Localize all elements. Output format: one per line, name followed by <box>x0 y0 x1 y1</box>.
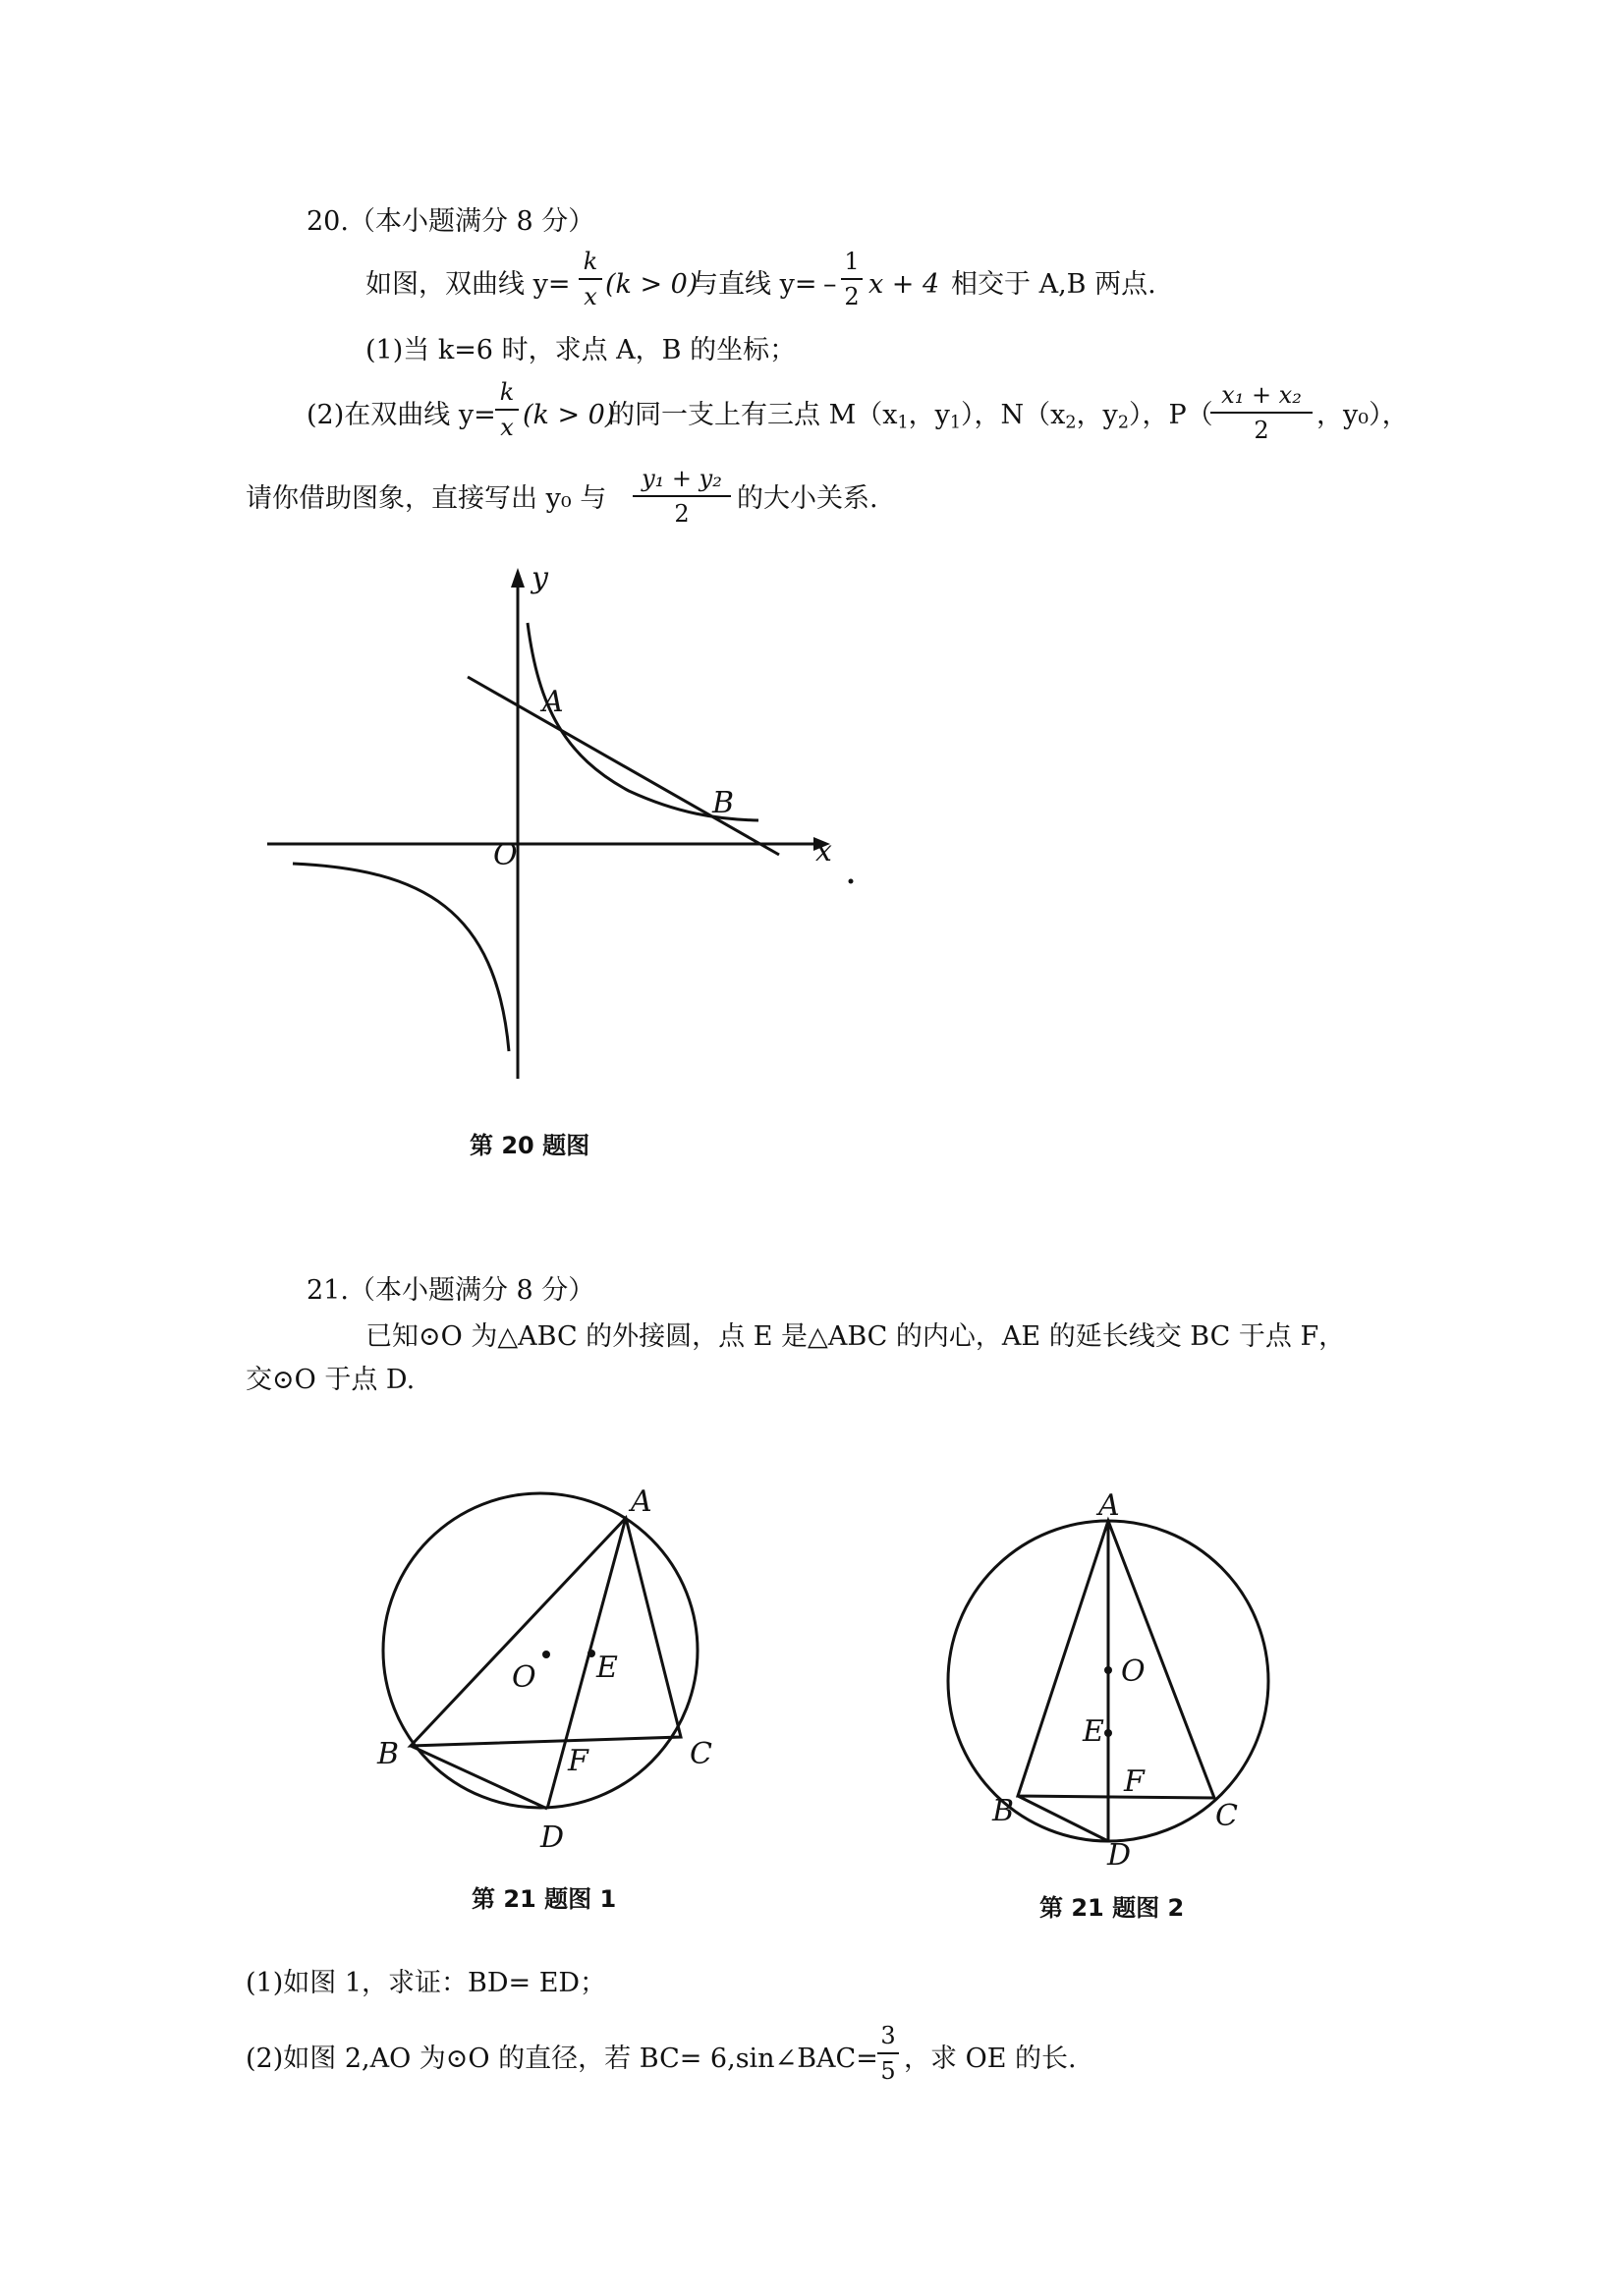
fraction-denominator: 2 <box>674 500 690 528</box>
label-a: A <box>542 685 564 719</box>
fraction-denominator: 5 <box>880 2057 896 2085</box>
fraction-denominator: x <box>584 283 597 310</box>
label-y: y <box>532 561 548 595</box>
label-b: B <box>377 1737 400 1771</box>
q21-part2-text-b: ，求 OE 的长. <box>904 2044 1077 2074</box>
q20-intro-text-a: 如图，双曲线 y= <box>365 269 571 300</box>
fraction-numerator: x₁ + x₂ <box>1221 381 1302 409</box>
q21-figure1-caption: 第 21 题图 1 <box>472 1885 617 1913</box>
label-e: E <box>1083 1714 1104 1749</box>
label-d: D <box>540 1820 565 1855</box>
label-a: A <box>1098 1488 1120 1523</box>
q21-figure2-caption: 第 21 题图 2 <box>1039 1894 1185 1922</box>
fraction-numerator: k <box>499 378 515 406</box>
label-a: A <box>631 1484 652 1519</box>
label-c: C <box>1215 1799 1238 1833</box>
q21-part1: (1)如图 1，求证：BD= ED； <box>246 1968 607 1998</box>
q21-intro-line2: 交⊙O 于点 D. <box>246 1365 416 1395</box>
q20-part2-line2-a: 请你借助图象，直接写出 y₀ 与 <box>246 483 607 514</box>
q20-intro-minus: – <box>823 269 837 300</box>
triangle-abc <box>1018 1521 1214 1798</box>
q20-part2-text-a: (2)在双曲线 y= <box>307 400 496 430</box>
fraction-denominator: 2 <box>1254 417 1269 444</box>
label-e: E <box>596 1651 618 1685</box>
q20-part1: (1)当 k=6 时，求点 A，B 的坐标； <box>365 335 797 365</box>
label-f: F <box>568 1744 588 1778</box>
label-b: B <box>712 786 735 820</box>
q21-intro-line1: 已知⊙O 为△ABC 的外接圆，点 E 是△ABC 的内心，AE 的延长线交 BC 于点 F， <box>365 1321 1346 1352</box>
point-e <box>1104 1729 1112 1737</box>
q20-intro-line-expr: x + 4 <box>868 269 940 300</box>
q20-part2-text-e: ，y₀）， <box>1316 400 1409 430</box>
label-o: O <box>1121 1654 1146 1689</box>
q20-header: 20.（本小题满分 8 分） <box>307 206 595 237</box>
point-o <box>1104 1666 1112 1674</box>
fraction-numerator: k <box>583 248 598 275</box>
label-f: F <box>1124 1764 1145 1799</box>
label-x: x <box>815 834 832 868</box>
label-c: C <box>690 1737 712 1771</box>
q20-part2-condition: (k > 0) <box>523 400 616 430</box>
q20-intro-text-d: 相交于 A,B 两点. <box>951 269 1156 300</box>
q21-header: 21.（本小题满分 8 分） <box>307 1275 595 1306</box>
q20-part2-text-b: 的同一支上有三点 $M(x_1$，$y_1$），$N(x_2$，$y_2$），P（ <box>608 400 1213 433</box>
fraction-numerator: 1 <box>844 248 860 275</box>
q20-part2-line2-b: 的大小关系. <box>737 483 878 514</box>
fraction-denominator: 2 <box>844 283 860 310</box>
q20-figure-caption: 第 20 题图 <box>470 1132 590 1159</box>
label-d: D <box>1107 1838 1132 1873</box>
q21-part2-fraction <box>877 2024 899 2083</box>
q20-intro-condition: (k > 0) <box>605 269 699 300</box>
q20-intro-text-b: 与直线 y= <box>692 269 817 300</box>
fraction-numerator: 3 <box>880 2022 896 2049</box>
q21-part2-text-a: (2)如图 2,AO 为⊙O 的直径，若 BC= 6,sin∠BAC= <box>246 2044 878 2074</box>
fraction-numerator: y₁ + y₂ <box>642 465 722 492</box>
label-o: O <box>512 1660 536 1695</box>
label-origin: O <box>493 838 518 872</box>
fraction-denominator: x <box>500 414 514 441</box>
label-b: B <box>992 1794 1015 1828</box>
